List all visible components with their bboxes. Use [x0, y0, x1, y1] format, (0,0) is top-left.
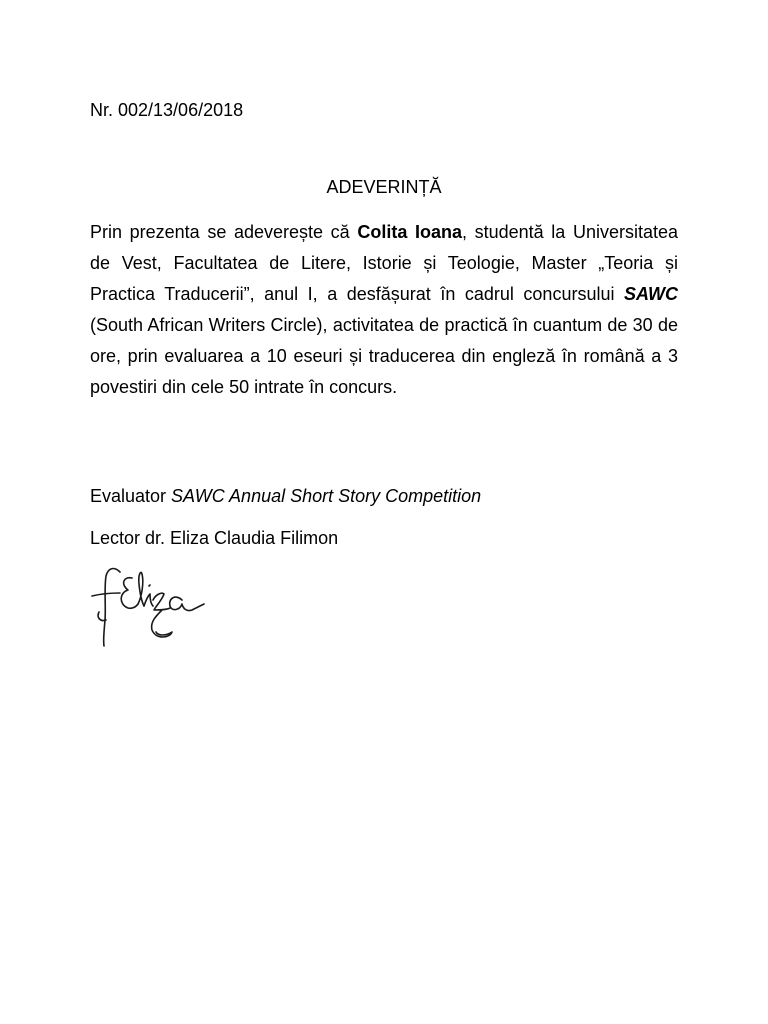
lector-name: Lector dr. Eliza Claudia Filimon: [90, 528, 339, 548]
body-intro-text: Prin prezenta se adeverește că: [90, 222, 358, 242]
competition-name: SAWC Annual Short Story Competition: [171, 486, 482, 506]
document-body: [90, 217, 678, 403]
document-number: Nr. 002/13/06/2018: [90, 100, 244, 120]
body-end-text: (South African Writers Circle), activitatea de practică în cuantum de 30 de ore, prin evaluarea a 10 eseuri și traducerea din engleză în română a 3 povestiri din cele 50 intrate în concurs.: [90, 315, 678, 397]
evaluator-line: [90, 484, 481, 508]
document-title: ADEVERINȚĂ: [326, 177, 442, 197]
contest-acronym: SAWC: [624, 284, 678, 304]
evaluator-label: Evaluator: [90, 486, 172, 506]
handwritten-signature-icon: [86, 560, 212, 650]
student-name: Colita Ioana: [357, 222, 462, 242]
body-middle-text: , studentă la Universitatea de Vest, Facultatea de Litere, Istorie și Teologie, Master „Teoria și Practica Traducerii”, anul I, a desfășurat în cadrul concursului: [90, 222, 679, 304]
